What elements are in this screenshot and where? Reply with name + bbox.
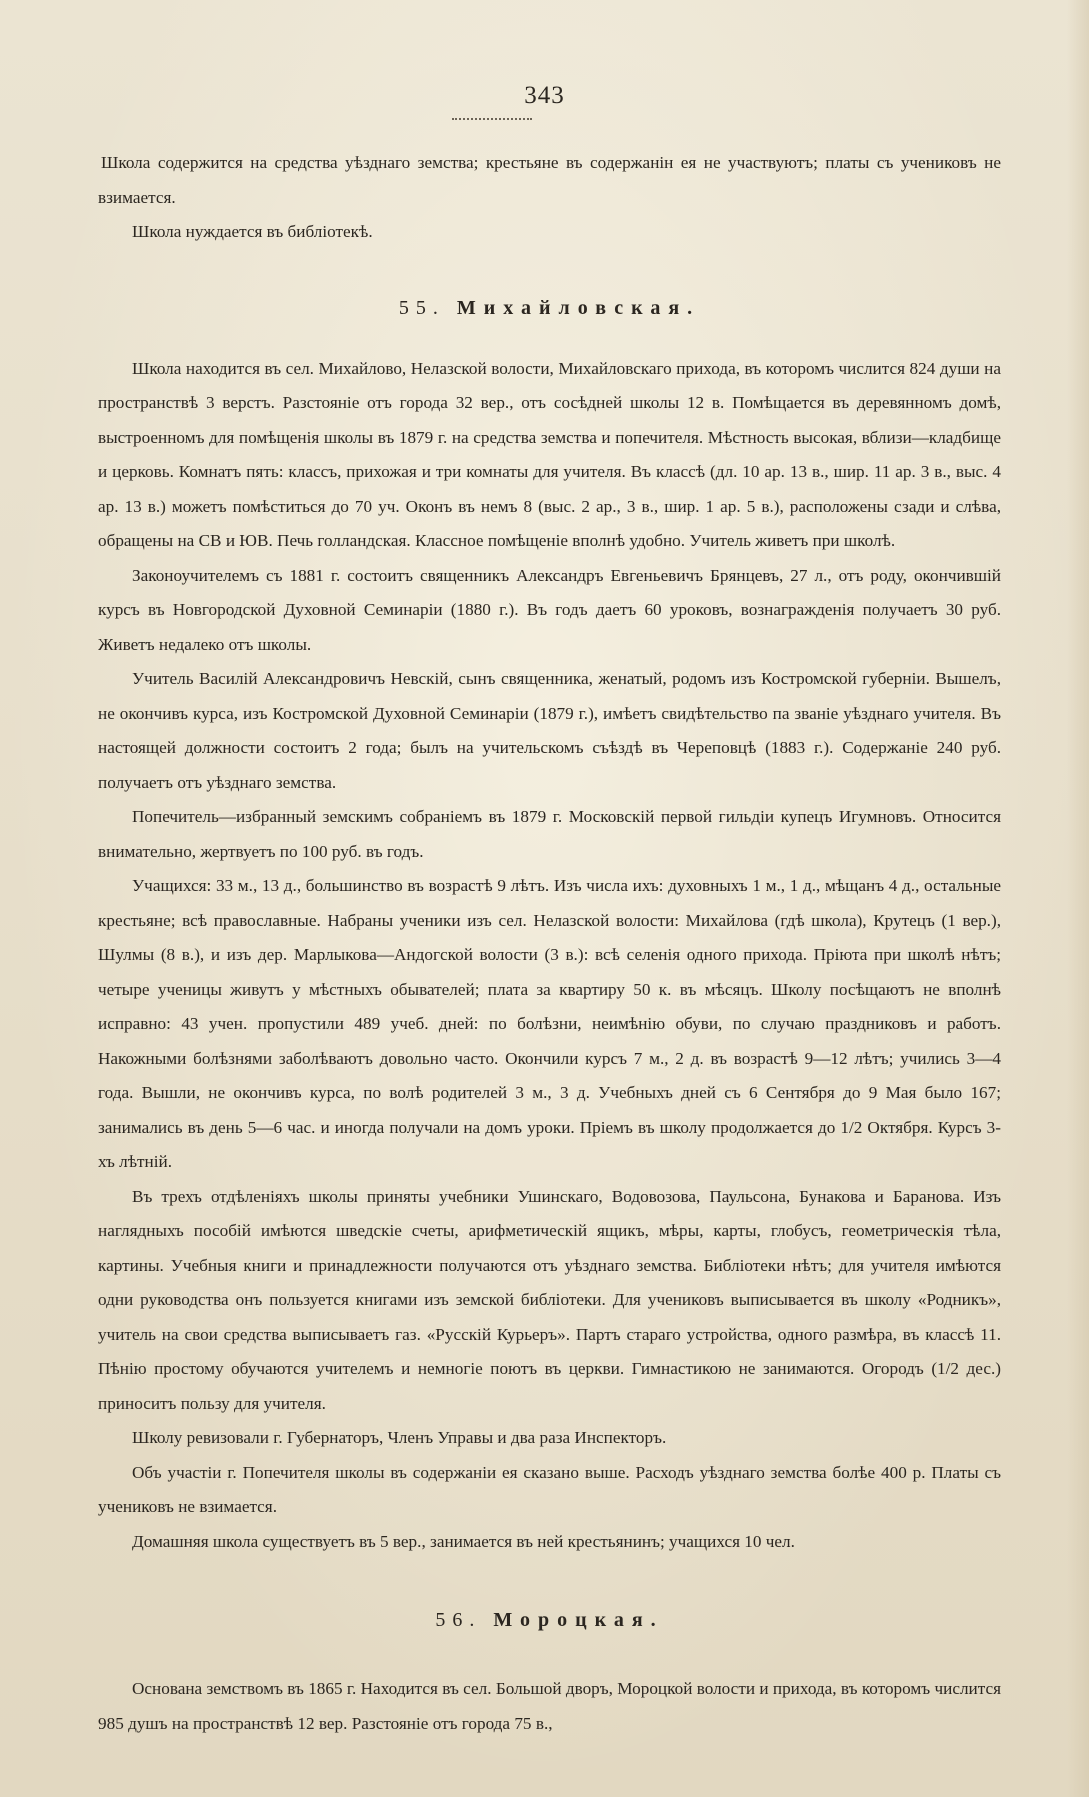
section-56-title: Мороцкая. (493, 1609, 664, 1631)
section-55-paragraph: Въ трехъ отдѣленіяхъ школы приняты учебники Ушинскаго, Водовозова, Паульсона, Бунакова и Баранова. Изъ наглядныхъ пособій имѣются шведскіе счеты, арифметическій ящикъ, мѣры, карты, глобусъ, геометрическія тѣла, картины. Учебныя книги и принадлежности получаются отъ уѣзднаго земства. Библіотеки нѣтъ; для учителя имѣются одни руководства онъ пользуется книгами изъ земской библіотеки. Для учениковъ выписывается въ школу «Родникъ», учитель на свои средства выписываетъ газ. «Русскій Курьеръ». Партъ стараго устройства, одного размѣра, въ классѣ 11. Пѣнію простому обучаются учителемъ и немногіе поютъ въ церкви. Гимнастикою не занимаются. Огородъ (1/2 дес.) приноситъ пользу для учителя. (98, 1186, 1001, 1413)
page-body (98, 146, 1001, 1741)
section-55-paragraph: Школа находится въ сел. Михайлово, Нелазской волости, Михайловскаго прихода, въ которомъ числится 824 души на пространствѣ 3 верстъ. Разстояніе отъ города 32 вер., отъ сосѣдней школы 12 в. Помѣщается въ деревянномъ домѣ, выстроенномъ для помѣщенія школы въ 1879 г. на средства земства и попечителя. Мѣстность высокая, вблизи—кладбище и церковь. Комнатъ пять: классъ, прихожая и три комнаты для учителя. Въ классѣ (дл. 10 ар. 13 в., шир. 11 ар. 3 в., выс. 4 ар. 13 в.) можетъ помѣститься до 70 уч. Оконъ въ немъ 8 (выс. 2 ар., 3 в., шир. 1 ар. 5 в.), расположены сзади и слѣва, обращены на СВ и ЮВ. Печь голландская. Классное помѣщеніе вполнѣ удобно. Учитель живетъ при школѣ. (98, 358, 1001, 550)
section-56-number: 56. (435, 1609, 482, 1631)
section-55-paragraph: Учащихся: 33 м., 13 д., большинство въ возрастѣ 9 лѣтъ. Изъ числа ихъ: духовныхъ 1 м., 1 д., мѣщанъ 4 д., остальные крестьяне; всѣ православные. Набраны ученики изъ сел. Нелазской волости: Михайлова (гдѣ школа), Крутецъ (1 вер.), Шулмы (8 в.), и изъ дер. Марлыкова—Андогской волости (3 в.): всѣ селенія одного прихода. Пріюта при школѣ нѣтъ; четыре ученицы живутъ у мѣстныхъ обывателей; плата за квартиру 50 к. въ мѣсяцъ. Школу посѣщаютъ не вполнѣ исправно: 43 учен. пропустили 489 учеб. дней: по болѣзни, неимѣнію обуви, по случаю праздниковъ и работъ. Накожными болѣзнями заболѣваютъ довольно часто. Окончили курсъ 7 м., 2 д. въ возрастѣ 9—12 лѣтъ; учились 3—4 года. Вышли, не окончивъ курса, по волѣ родителей 3 м., 3 д. Учебныхъ дней съ 6 Сентября до 9 Мая было 167; занимались въ день 5—6 час. и иногда получали на домъ уроки. Пріемъ въ школу продолжается до 1/2 Октября. Курсъ 3-хъ лѣтній. (98, 876, 1001, 1171)
page-edge-shadow (1067, 0, 1089, 1797)
page-number: 343 (524, 82, 565, 109)
section-55-title: Михайловская. (456, 296, 701, 319)
section-55-heading (98, 297, 1001, 320)
section-55-paragraph: Учитель Василій Александровичъ Невскій, сынъ священника, женатый, родомъ изъ Костромской губерніи. Вышелъ, не окончивъ курса, изъ Костромской Духовной Семинаріи (1879 г.), имѣетъ свидѣтельство па званіе уѣзднаго учителя. Въ настоящей должности состоитъ 2 года; былъ на учительскомъ съѣздѣ въ Череповцѣ (1883 г.). Содержаніе 240 руб. получаетъ отъ уѣзднаго земства. (98, 669, 1001, 792)
intro-paragraph-1: Школа содержится на средства уѣзднаго земства; крестьяне въ содержанін ея не участвуютъ; платы съ учениковъ не взимается. (98, 153, 1001, 207)
section-55-paragraph: Попечитель—избранный земскимъ собраніемъ въ 1879 г. Московскій первой гильдіи купецъ Игумновъ. Относится внимательно, жертвуетъ по 100 руб. въ годъ. (98, 807, 1001, 861)
section-55-paragraph: Законоучителемъ съ 1881 г. состоитъ священникъ Александръ Евгеньевичъ Брянцевъ, 27 л., отъ роду, окончившій курсъ въ Новгородской Духовной Семинаріи (1880 г.). Въ годъ даетъ 60 уроковъ, вознагражденія получаетъ 30 руб. Живетъ недалеко отъ школы. (98, 565, 1001, 654)
section-56-paragraph: Основана земствомъ въ 1865 г. Находится въ сел. Большой дворъ, Мороцкой волости и прихода, въ которомъ числится 985 душъ на пространствѣ 12 вер. Разстояніе отъ города 75 в., (98, 1679, 1001, 1733)
page-number-ornament (452, 118, 532, 120)
section-55-paragraph: Школу ревизовали г. Губернаторъ, Членъ Управы и два раза Инспекторъ. (132, 1428, 667, 1447)
section-55-paragraph: Домашняя школа существуетъ въ 5 вер., занимается въ ней крестьянинъ; учащихся 10 чел. (132, 1531, 795, 1551)
section-55-number: 55. (398, 296, 445, 319)
intro-paragraph-2: Школа нуждается въ библіотекѣ. (132, 222, 373, 241)
section-56-heading (98, 1609, 1001, 1632)
section-55-paragraph: Объ участіи г. Попечителя школы въ содержаніи ея сказано выше. Расходъ уѣзднаго земства болѣе 400 р. Платы съ учениковъ не взимается. (98, 1462, 1001, 1516)
